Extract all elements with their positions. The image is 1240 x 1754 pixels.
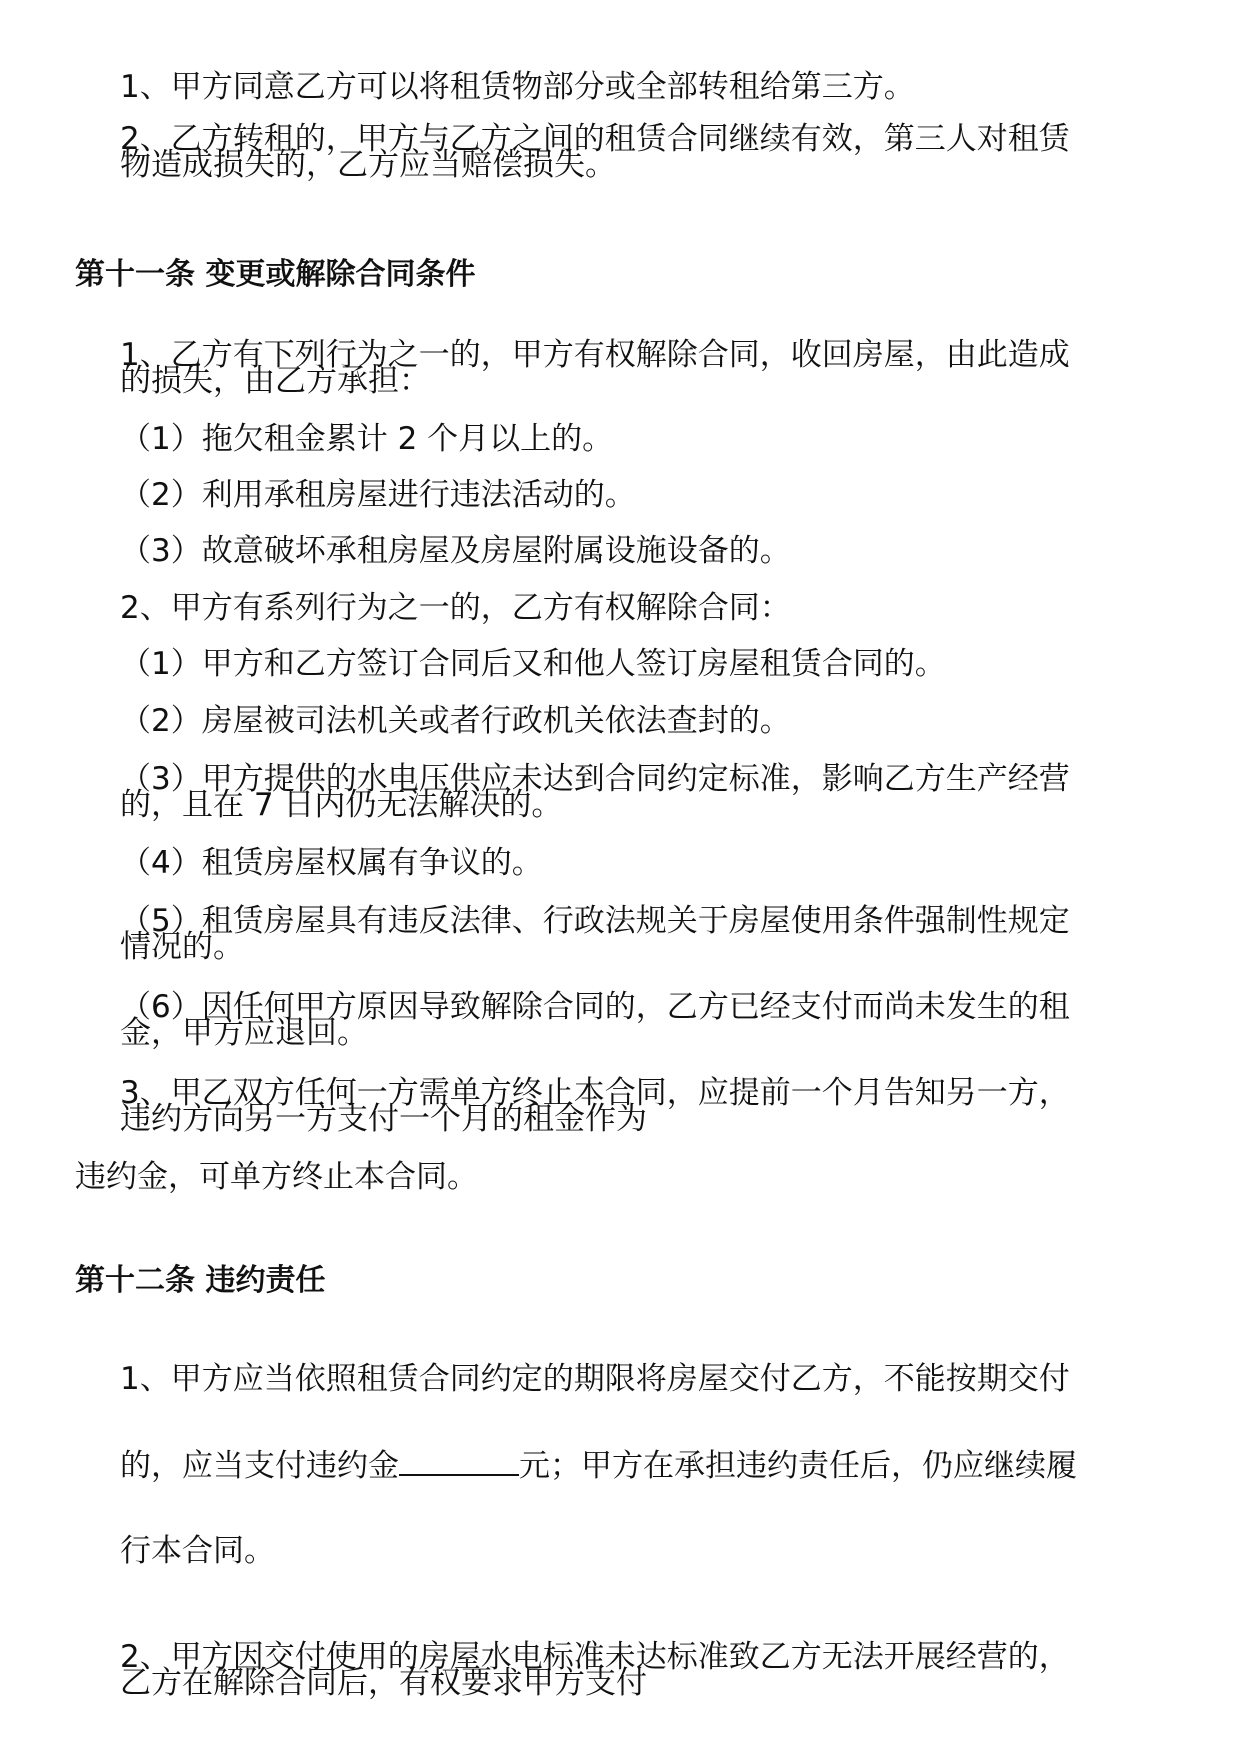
penalty-amount-blank bbox=[399, 1448, 519, 1476]
clause-12-2-line1: 2、甲方因交付使用的房屋水电标准未达标准致乙方无法开展经营的， bbox=[120, 1639, 1070, 1675]
clause-11-2-item6-line1: （6）因任何甲方原因导致解除合同的，乙方已经支付而尚未发生的租 bbox=[120, 989, 1070, 1025]
clause-11-3-line3: 违约金，可单方终止本合同。 bbox=[75, 1159, 478, 1195]
clause-11-2-item6-line2: 金，甲方应退回。 bbox=[120, 1015, 368, 1051]
clause-11-2-item1: （1）甲方和乙方签订合同后又和他人签订房屋租赁合同的。 bbox=[120, 646, 946, 682]
clause-11-3-line2: 违约方向另一方支付一个月的租金作为 bbox=[120, 1101, 647, 1137]
clause-12-2-line2: 乙方在解除合同后，有权要求甲方支付 bbox=[120, 1665, 647, 1701]
clause-12-1-line3: 行本合同。 bbox=[120, 1533, 275, 1569]
sub-clause-10-1: 1、甲方同意乙方可以将租赁物部分或全部转租给第三方。 bbox=[120, 69, 915, 105]
clause-12-1-line1: 1、甲方应当依照租赁合同约定的期限将房屋交付乙方，不能按期交付 bbox=[120, 1361, 1070, 1397]
clause-11-1-item1: （1）拖欠租金累计 2 个月以上的。 bbox=[120, 421, 614, 457]
clause-11-2: 2、甲方有系列行为之一的，乙方有权解除合同： bbox=[120, 590, 791, 626]
section-12-title: 第十二条 违约责任 bbox=[75, 1263, 326, 1298]
clause-11-1-line2: 的损失，由乙方承担： bbox=[120, 363, 430, 399]
clause-12-1-line2-end: 元；甲方在承担违约责任后，仍应继续履 bbox=[519, 1448, 1077, 1484]
sub-clause-10-2-line1: 2、乙方转租的，甲方与乙方之间的租赁合同继续有效，第三人对租赁 bbox=[120, 121, 1070, 157]
clause-11-2-item3-line2: 的，且在 7 日内仍无法解决的。 bbox=[120, 787, 563, 823]
clause-11-2-item4: （4）租赁房屋权属有争议的。 bbox=[120, 845, 543, 881]
clause-11-3-line1: 3、甲乙双方任何一方需单方终止本合同，应提前一个月告知另一方， bbox=[120, 1075, 1070, 1111]
clause-12-1-line2 bbox=[120, 1448, 1077, 1483]
clause-12-1-line2-start: 的，应当支付违约金 bbox=[120, 1448, 399, 1484]
section-11-title: 第十一条 变更或解除合同条件 bbox=[75, 257, 476, 292]
clause-11-2-item3-line1: （3）甲方提供的水电压供应未达到合同约定标准，影响乙方生产经营 bbox=[120, 761, 1070, 797]
clause-11-1-item3: （3）故意破坏承租房屋及房屋附属设施设备的。 bbox=[120, 533, 791, 569]
sub-clause-10-2-line2: 物造成损失的，乙方应当赔偿损失。 bbox=[120, 147, 616, 183]
clause-11-2-item5-line2: 情况的。 bbox=[120, 929, 244, 965]
clause-11-1-item2: （2）利用承租房屋进行违法活动的。 bbox=[120, 477, 636, 513]
clause-11-1-line1: 1、乙方有下列行为之一的，甲方有权解除合同，收回房屋，由此造成 bbox=[120, 337, 1070, 373]
clause-11-2-item5-line1: （5）租赁房屋具有违反法律、行政法规关于房屋使用条件强制性规定 bbox=[120, 903, 1070, 939]
clause-11-2-item2: （2）房屋被司法机关或者行政机关依法查封的。 bbox=[120, 703, 791, 739]
